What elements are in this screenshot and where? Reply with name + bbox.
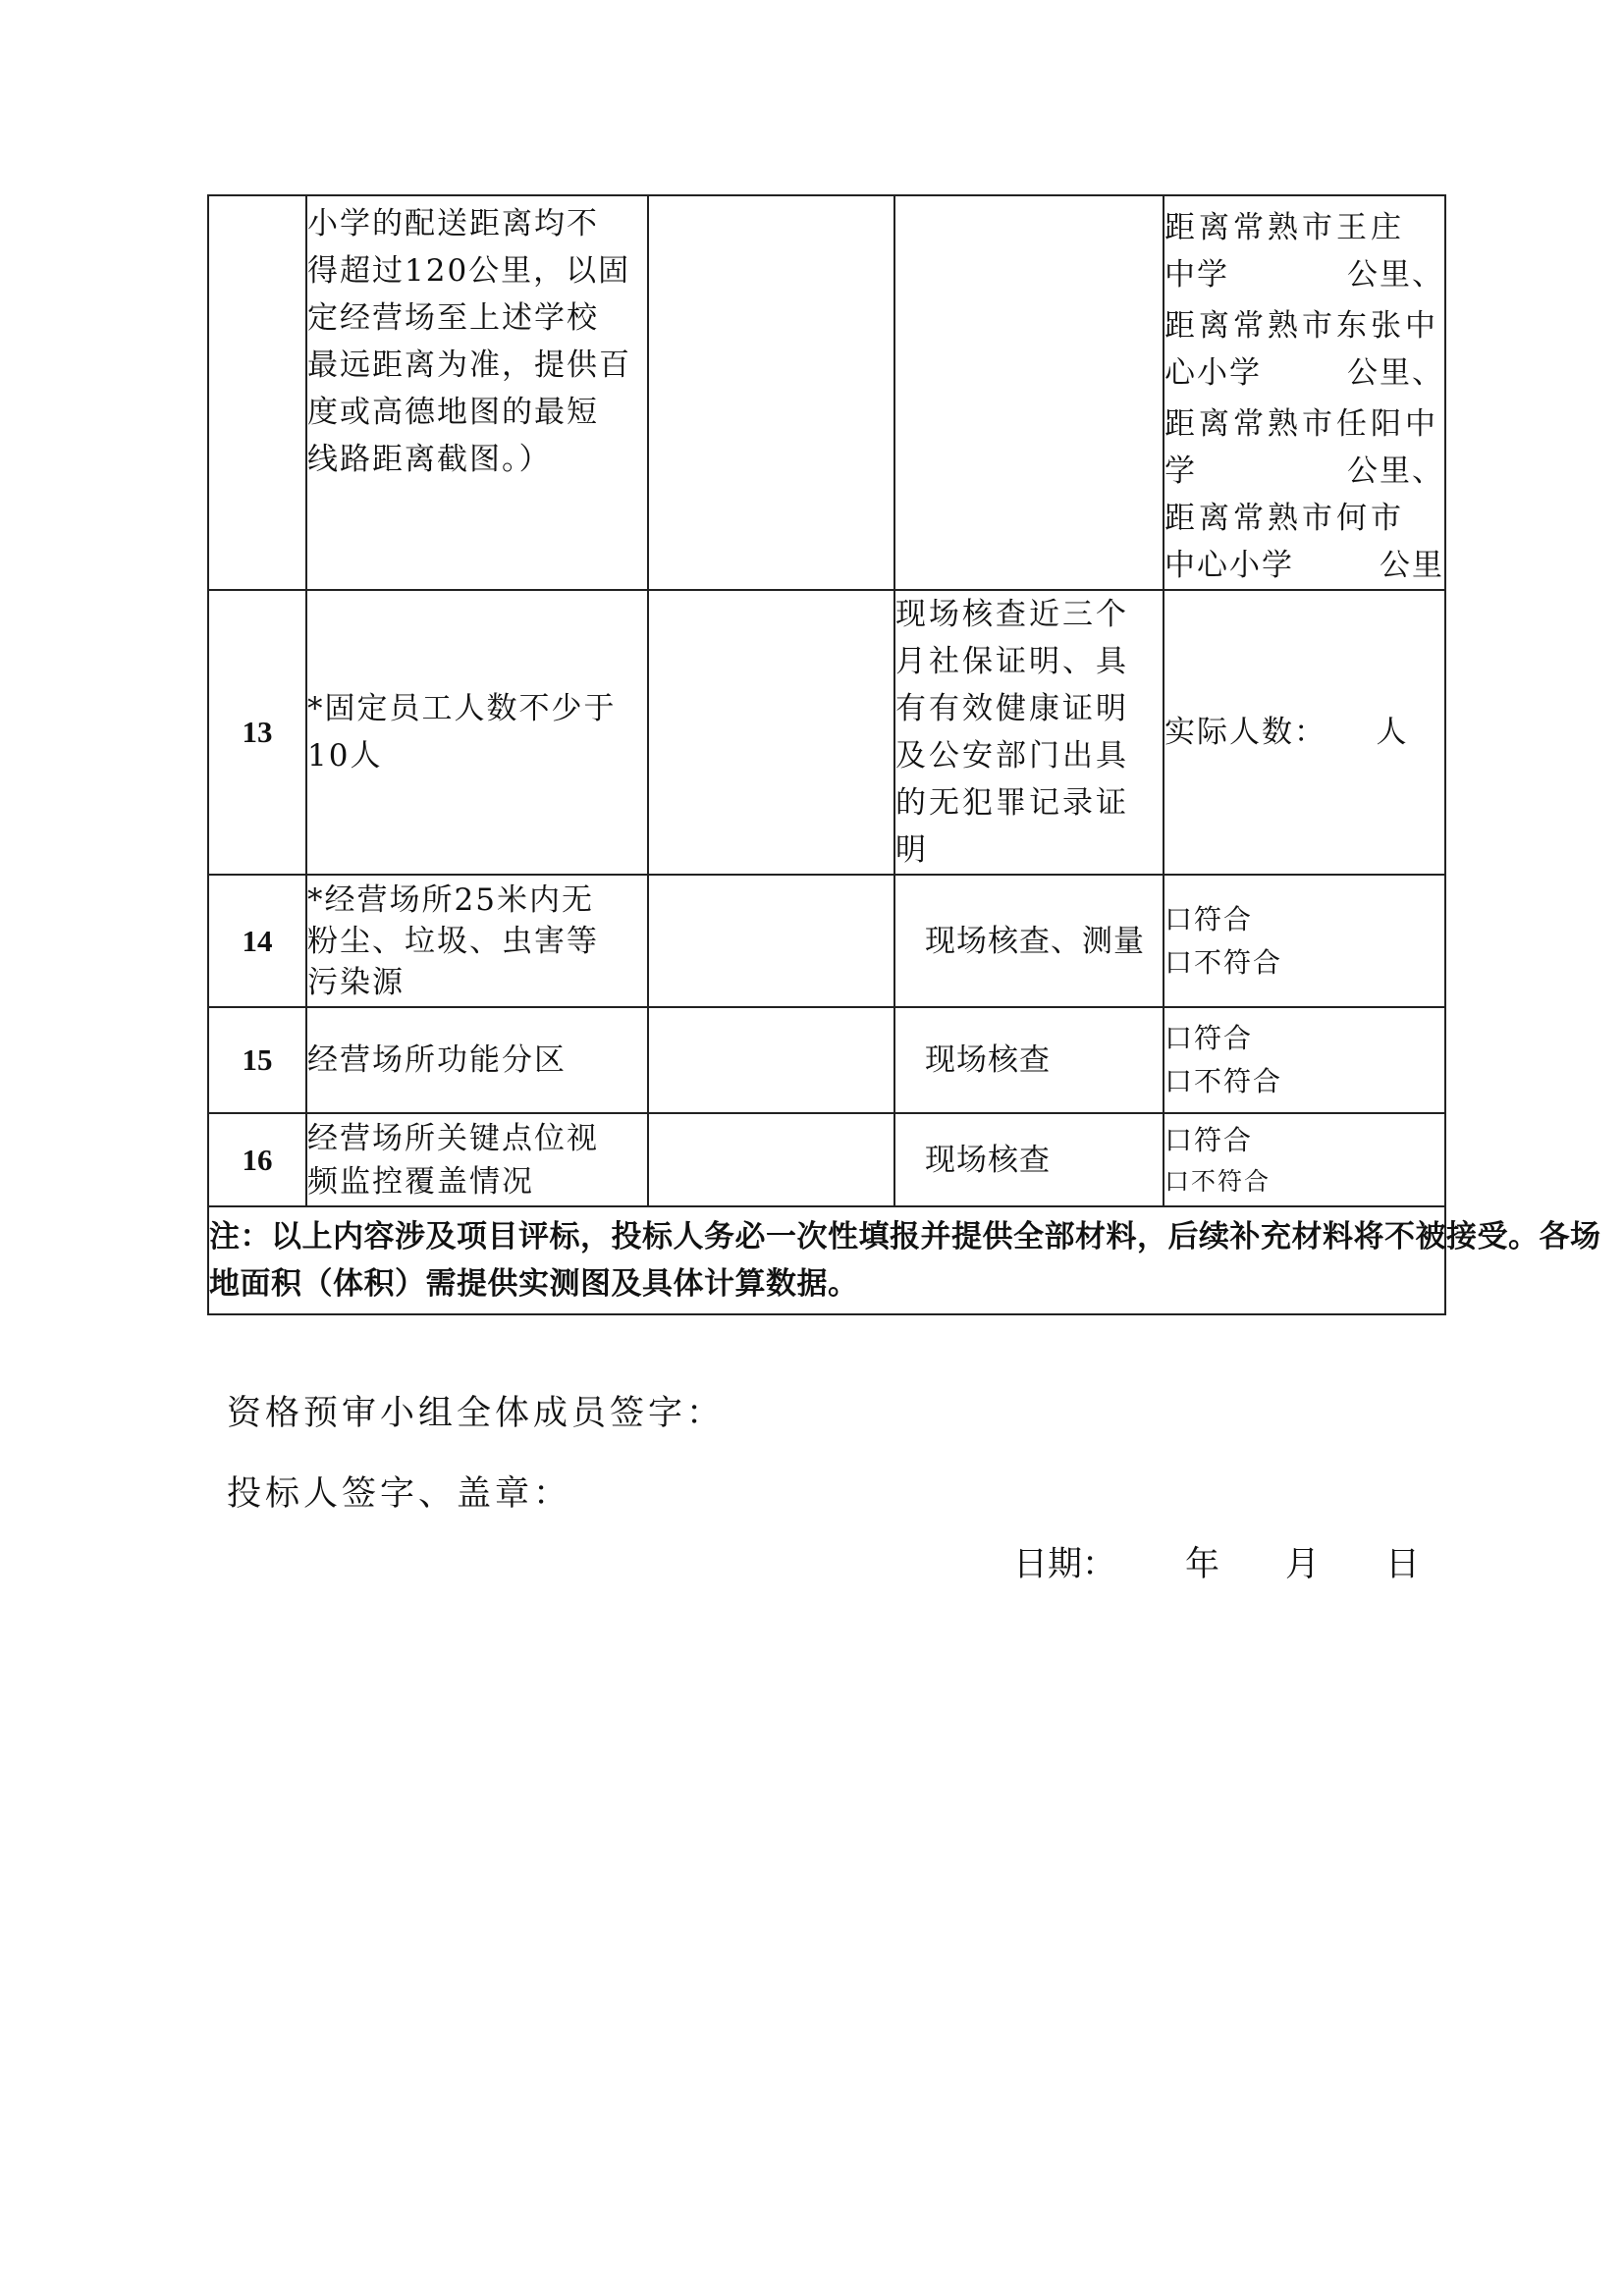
distance-line: 心小学 公里、 — [1164, 355, 1444, 391]
requirement-cell: 小学的配送距离均不 得超过120公里，以固 定经营场至上述学校 最远距离为准，提供百 度或高德地图的最短 线路距离截图。） — [306, 195, 648, 590]
compliance-check-cell — [1164, 1007, 1445, 1113]
method-cell: 现场核查、测量 — [894, 875, 1164, 1007]
bidder-signature-label: 投标人签字、盖章： — [227, 1474, 572, 1514]
distance-line: 距离常熟市东张中 — [1164, 308, 1439, 344]
date-day: 日 — [1385, 1545, 1421, 1584]
checkbox-noncompliant[interactable]: 口不符合 — [1164, 945, 1283, 979]
blank-cell — [648, 195, 894, 590]
table-row-15 — [208, 1007, 1445, 1113]
row-number: 13 — [208, 590, 306, 875]
blank-cell — [648, 1007, 894, 1113]
checkbox-compliant[interactable]: 口符合 — [1164, 1022, 1254, 1054]
checkbox-compliant[interactable]: 口符合 — [1164, 902, 1254, 935]
requirement-cell: 经营场所功能分区 — [306, 1007, 648, 1113]
method-cell: 现场核查近三个 月社保证明、具 有有效健康证明 及公安部门出具 的无犯罪记录证 明 — [894, 590, 1164, 875]
distance-result-cell — [1164, 195, 1445, 590]
date-label: 日期： — [1013, 1545, 1117, 1584]
distance-line: 距离常熟市任阳中 — [1164, 406, 1439, 442]
compliance-check-cell — [1164, 875, 1445, 1007]
checkbox-noncompliant[interactable]: 口不符合 — [1164, 1065, 1283, 1097]
table-row-14 — [208, 875, 1445, 1007]
requirement-cell: *固定员工人数不少于 10人 — [306, 590, 648, 875]
date-month: 月 — [1285, 1545, 1321, 1584]
distance-line: 学 公里、 — [1164, 454, 1444, 489]
requirement-cell: *经营场所25米内无 粉尘、垃圾、虫害等 污染源 — [306, 875, 648, 1007]
date-year: 年 — [1185, 1545, 1220, 1584]
qualification-review-table — [207, 194, 1601, 1315]
panel-signature-label: 资格预审小组全体成员签字： — [227, 1394, 726, 1433]
method-cell: 现场核查 — [894, 1113, 1164, 1206]
table-row-16 — [208, 1113, 1445, 1206]
distance-line: 距离常熟市王庄 — [1164, 210, 1405, 245]
distance-line: 中学 公里、 — [1164, 257, 1444, 293]
requirement-cell: 经营场所关键点位视 频监控覆盖情况 — [306, 1113, 648, 1206]
row-number: 14 — [208, 875, 306, 1007]
table-note-row — [208, 1206, 1445, 1314]
blank-cell — [648, 590, 894, 875]
note-cell: 注：以上内容涉及项目评标，投标人务必一次性填报并提供全部材料，后续补充材料将不被接受。各场 地面积（体积）需提供实测图及具体计算数据。 — [208, 1206, 1445, 1314]
compliance-check-cell — [1164, 1113, 1445, 1206]
staff-count-cell: 实际人数： 人 — [1164, 590, 1445, 875]
checkbox-noncompliant[interactable]: 口不符合 — [1164, 1166, 1272, 1196]
row-number: 15 — [208, 1007, 306, 1113]
number-cell-empty — [208, 195, 306, 590]
table-row-12-continued — [208, 195, 1445, 590]
method-cell-empty — [894, 195, 1164, 590]
blank-cell — [648, 875, 894, 1007]
distance-line: 中心小学 公里 — [1164, 548, 1444, 583]
row-number: 16 — [208, 1113, 306, 1206]
date-line — [1013, 1537, 1420, 1586]
checkbox-compliant[interactable]: 口符合 — [1164, 1123, 1254, 1156]
table-row-13 — [208, 590, 1445, 875]
method-cell: 现场核查 — [894, 1007, 1164, 1113]
distance-line: 距离常熟市何市 — [1164, 501, 1405, 536]
blank-cell — [648, 1113, 894, 1206]
